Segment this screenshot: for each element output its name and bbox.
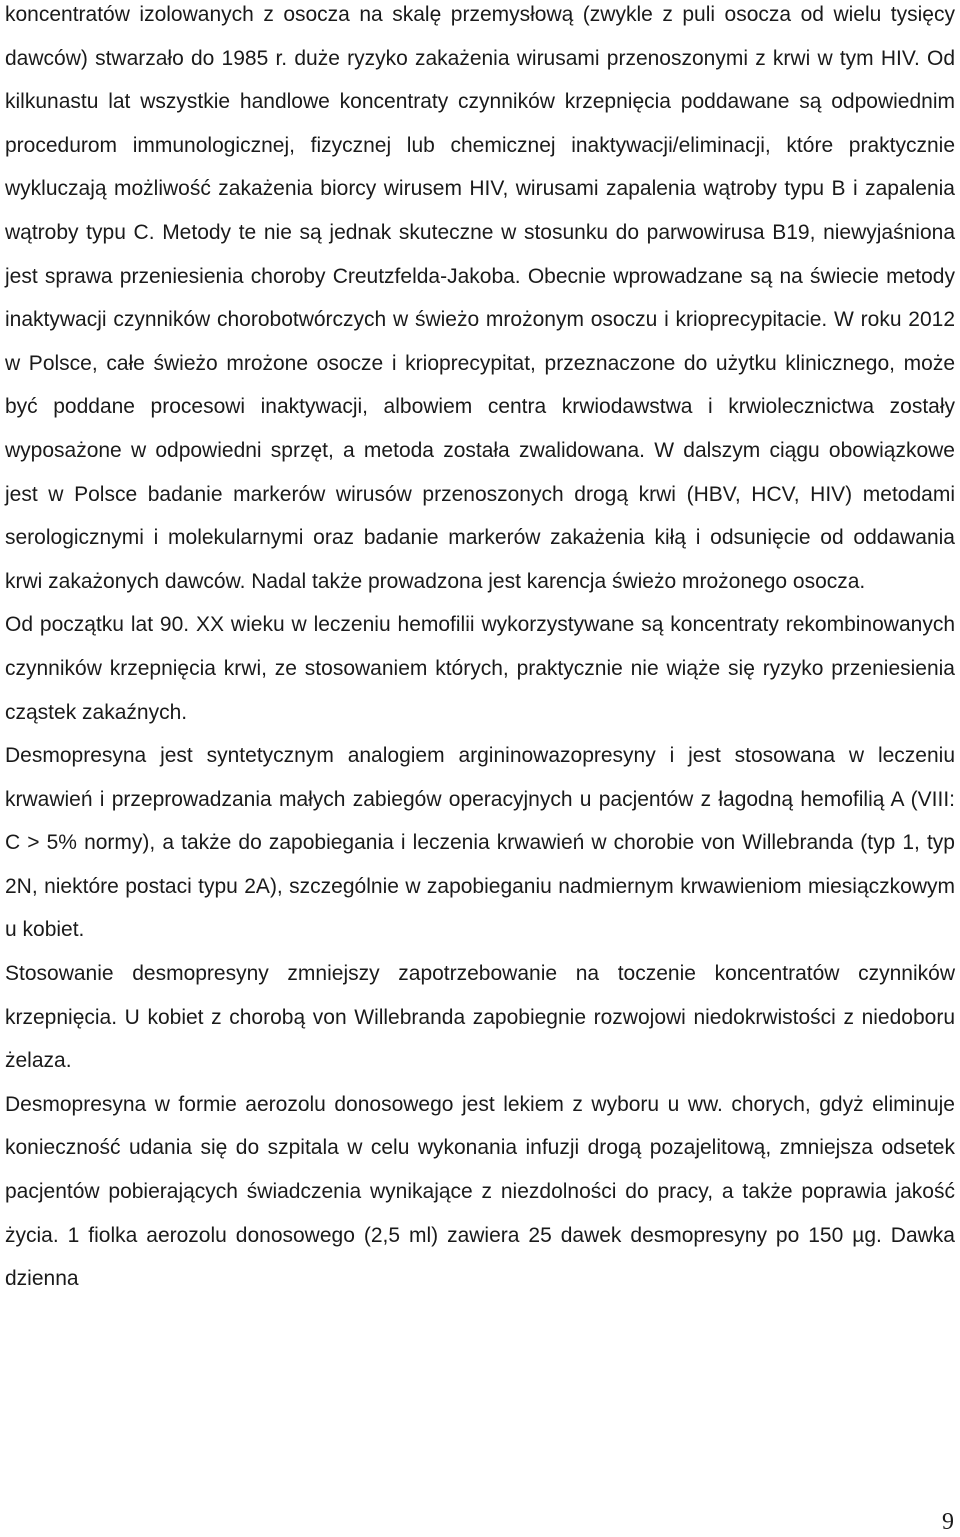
paragraph-desmopressin-benefits: Stosowanie desmopresyny zmniejszy zapotrzebowanie na toczenie koncentratów czynników krzepnięcia. U kobiet z chorobą von Willebranda zapobiegnie rozwojowi niedokrwistości z niedoboru żelaza. bbox=[5, 962, 955, 1073]
page-number: 9 bbox=[942, 1509, 954, 1535]
paragraph-blood-safety: koncentratów izolowanych z osocza na skalę przemysłową (zwykle z puli osocza od wielu tysięcy dawców) stwarzało do 1985 r. duże ryzyko zakażenia wirusami przenoszonymi z krwi w tym HIV. Od kilkunastu lat wszystkie handlowe koncentraty czynników krzepnięcia poddawane są odpowiednim procedurom immunologicznej, fizycznej lub chemicznej inaktywacji/eliminacji, które praktycznie wykluczają możliwość zakażenia biorcy wirusem HIV, wirusami zapalenia wątroby typu B i zapalenia wątroby typu C. Metody te nie są jednak skuteczne w stosunku do parwowirusa B19, niewyjaśniona jest sprawa przeniesienia choroby Creutzfelda-Jakoba. Obecnie wprowadzane są na świecie metody inaktywacji czynników chorobotwórczych w świeżo mrożonym osoczu i krioprecypitacie. W roku 2012 w Polsce, całe świeżo mrożone osocze i krioprecypitat, przeznaczone do użytku klinicznego, może być poddane procesowi inaktywacji, albowiem centra krwiodawstwa i krwiolecznictwa zostały wyposażone w odpowiedni sprzęt, a metoda została zwalidowana. W dalszym ciągu obowiązkowe jest w Polsce badanie markerów wirusów przenoszonych drogą krwi (HBV, HCV, HIV) metodami serologicznymi i molekularnymi oraz badanie markerów zakażenia kiłą i odsunięcie od oddawania krwi zakażonych dawców. Nadal także prowadzona jest karencja świeżo mrożonego osocza. bbox=[5, 3, 955, 593]
document-body bbox=[5, 0, 955, 1301]
paragraph-desmopressin-aerosol: Desmopresyna w formie aerozolu donosowego jest lekiem z wyboru u ww. chorych, gdyż eliminuje konieczność udania się do szpitala w celu wykonania infuzji drogą pozajelitową, zmniejsza odsetek pacjentów pobierających świadczenia wynikające z niezdolności do pracy, a także poprawia jakość życia. 1 fiolka aerozolu donosowego (2,5 ml) zawiera 25 dawek desmopresyny po 150 µg. Dawka dzienna bbox=[5, 1092, 955, 1291]
paragraph-desmopressin-indications: Desmopresyna jest syntetycznym analogiem argininowazopresyny i jest stosowana w leczeniu krwawień i przeprowadzania małych zabiegów operacyjnych u pacjentów z łagodną hemofilią A (VIII: C > 5% normy), a także do zapobiegania i leczenia krwawień w chorobie von Willebranda (typ 1, typ 2N, niektóre postaci typu 2A), szczególnie w zapobieganiu nadmiernym krwawieniom miesiączkowym u kobiet. bbox=[5, 744, 955, 942]
paragraph-recombinant-factors: Od początku lat 90. XX wieku w leczeniu hemofilii wykorzystywane są koncentraty rekombinowanych czynników krzepnięcia krwi, ze stosowaniem których, praktycznie nie wiąże się ryzyko przeniesienia cząstek zakaźnych. bbox=[5, 613, 955, 724]
